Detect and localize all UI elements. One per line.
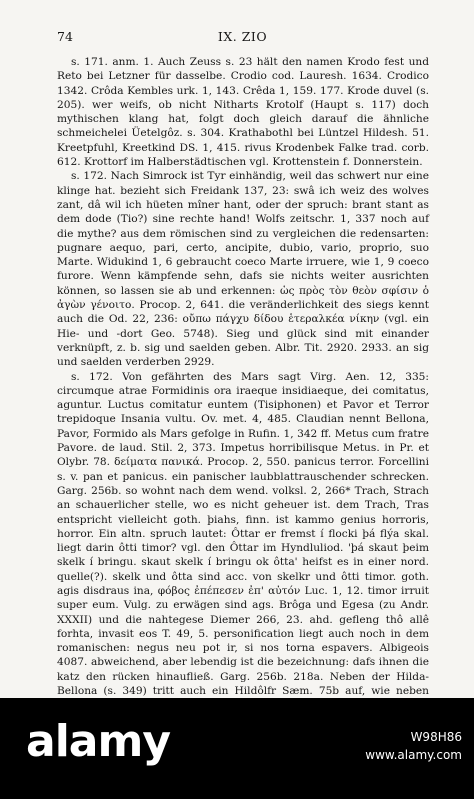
site-url: www.alamy.com	[365, 748, 462, 762]
paragraph: s. 172. Nach Simrock ist Tyr einhändig, weil das schwert nur eine klinge hat. bezieht sich Freidank 137, 23: swâ ich weiz des wolves zant, dâ wil ich hüeten mîner hant, oder der spruch: brant stant as dem dode (Tio?) sine rechte hand! Wolfs zeitschr. 1, 337 noch auf die mythe? aus dem römischen sind zu vergleichen die redensarten: pugnare aequo, pari, certo, ancipite, dubio, vario, proprio, suo Marte. Widukind 1, 6 gebraucht coeco Marte irruere, wie 1, 9 coeco furore. Wenn kämpfende sehn, dafs sie nichts weiter ausrichten können, so lassen sie ab und erkennen: ὡς πρὸς τὸν θεὸν σφίσιν ὁ ἀγὼν γένοιτο. Procop. 2, 641. die veränderlichkeit des siegs kennt auch die Od. 22, 236: οὔπω πάγχυ δίδου ἑτεραλκέα νίκην (vgl. ein Hie- und -dort Geo. 5748). Sieg und glück sind mit einander verknüpft, z. b. sig und saelden geben. Albr. Tit. 2920. 2933. an sig und saelden verderben 2929.	[57, 170, 429, 369]
paragraph: s. 171. anm. 1. Auch Zeuss s. 23 hält den namen Krodo fest und Reto bei Letzner für dasselbe. Crodio cod. Lauresh. 1634. Crodico 1342. Crôda Kembles urk. 1, 143. Crêda 1, 159. 177. Krode duvel (s. 205). wer weifs, ob nicht Nitharts Krotolf (Haupt s. 117) doch mythischen klang hat, folgt doch gleich darauf die ähnliche schmeichelei Üetelgôz. s. 304. Krathabothl bei Lüntzel Hildesh. 51. Kreetpfuhl, Kreetkind DS. 1, 415. rivus Krodenbek Falke trad. corb. 612. Krottorf im Halberstädtischen vgl. Krottenstein f. Donnerstein.	[57, 56, 429, 169]
image-id-block	[365, 728, 462, 764]
page-body	[57, 55, 429, 713]
page-header	[57, 29, 428, 45]
image-id: W98H86	[410, 730, 462, 744]
paragraph: s. 172. Von gefährten des Mars sagt Virg. Aen. 12, 335: circumque atrae Formidinis ora iraeque insidiaeque, dei comitatus, aguntur. Luctus comitatur euntem (Tisiphonen) et Pavor et Terror trepidoque Insania vultu. Ov. met. 4, 485. Claudian nennt Bellona, Pavor, Formido als Mars gefolge in Rufin. 1, 342 ff. Metus cum fratre Pavore. de laud. Stil. 2, 373. Impetus horribilisque Metus. in Pr. et Olybr. 78. δείματα πανικά. Procop. 2, 550. panicus terror. Forcellini s. v. pan et panicus. ein panischer laubblattrauschender schrecken. Garg. 256b. so wohnt nach dem wend. volksl. 2, 266* Trach, Strach an schauerlicher stelle, wo es nicht geheuer ist. dem Trach, Tras entspricht vielleicht goth. þiahs, finn. ist kammo genius horroris, horror. Ein altn. spruch lautet: Ôttar er fremst í flocki þá flýa skal. liegt darin ôtti timor? vgl. den Ôttar im Hyndluliod. 'þá skaut þeim skelk í bringu. skaut skelk í bringu ok ôtta' heifst es in einer nord. quelle(?). skelk und ôtta sind acc. von skelkr und ôtti timor. goth. agis disdraus ina, φόβος ἐπέπεσεν ἐπ' αὐτόν Luc. 1, 12. timor irruit super eum. Vulg. zu erwägen sind ags. Brôga und Egesa (zu Andr. XXXII) und die nahtegese Diemer 266, 23. ahd. gefleng thô allê forhta, invasit eos T. 49, 5. personification liegt auch noch in dem romanischen: negus neu pot ir, si nos torna espavers. Albigeois 4087. abweichend, aber lebendig ist die bezeichnung: dafs ihnen die katz den rücken hinaufließ. Garg. 256b. 218a. Neben der Hilda-Bellona (s. 349) tritt auch ein Hildôlfr Sæm. 75b auf, wie neben	[57, 370, 429, 698]
page-number: 74	[57, 29, 73, 44]
running-title: IX. ZIO	[217, 29, 268, 44]
alamy-logo: alamy	[26, 716, 170, 767]
